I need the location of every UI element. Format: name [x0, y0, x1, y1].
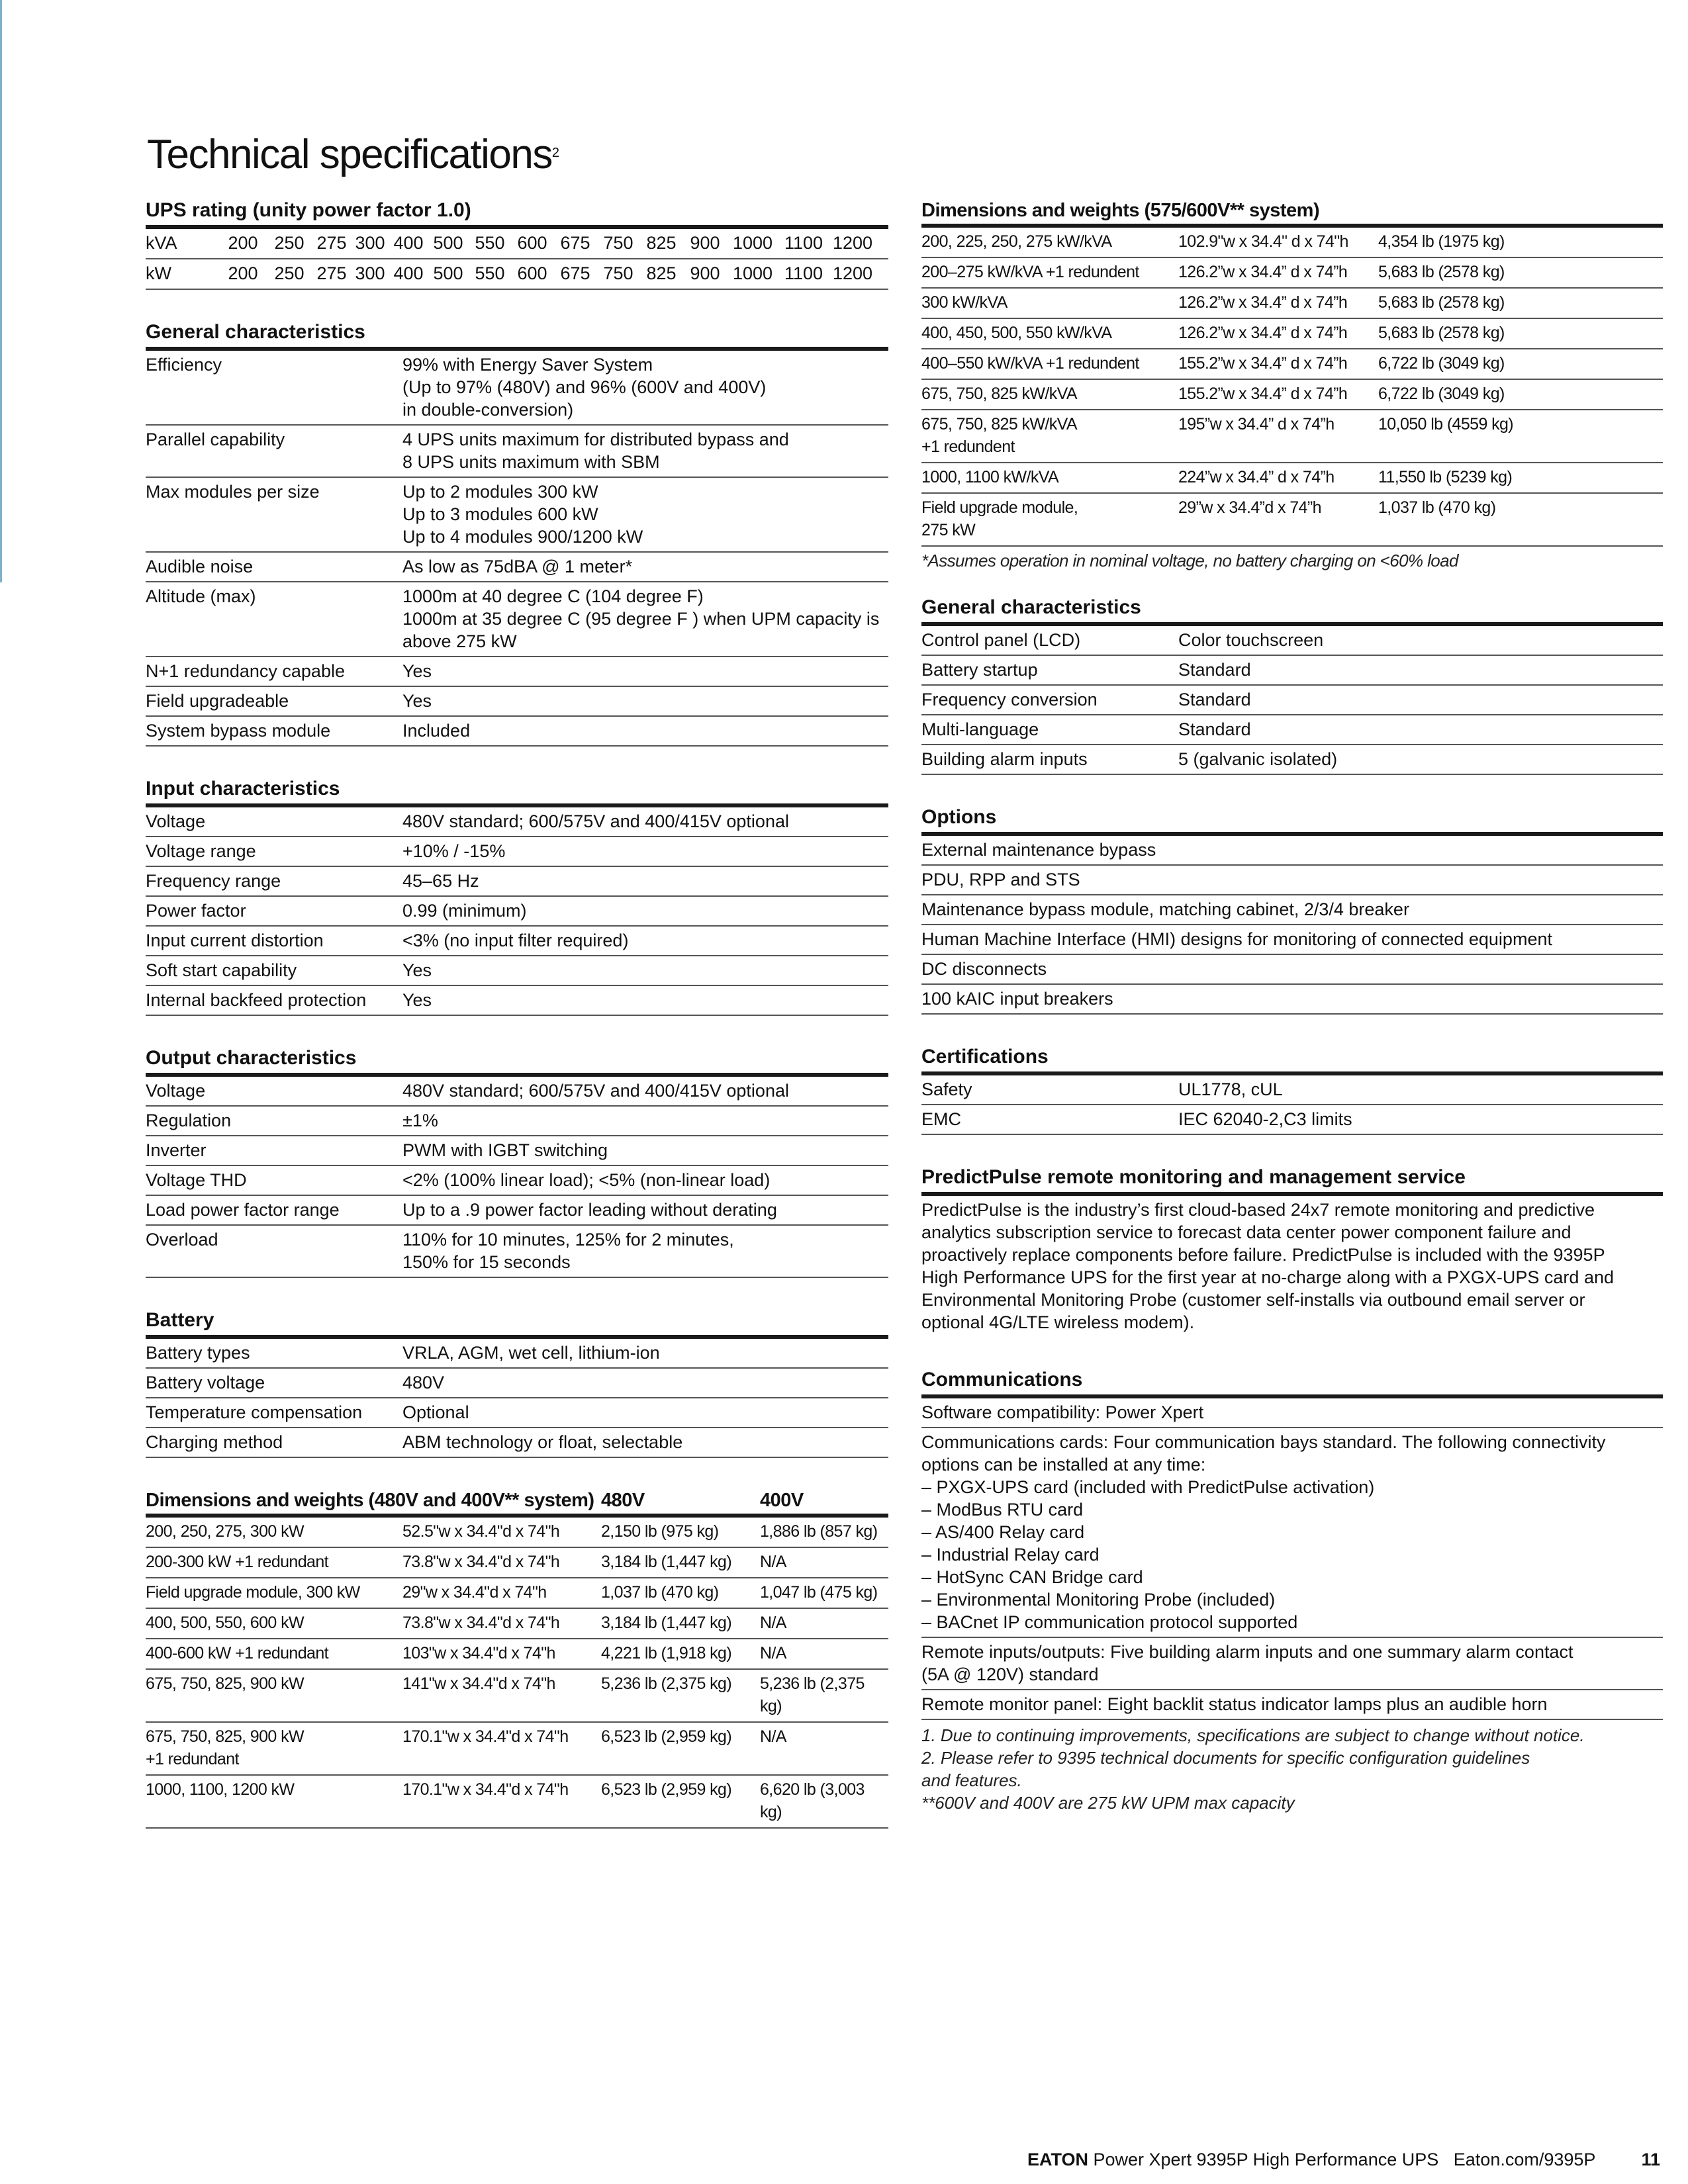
dims-cell: Field upgrade module, 300 kW — [146, 1583, 360, 1602]
spec-row — [146, 1398, 888, 1428]
dims-cell: 2,150 lb (975 kg) — [601, 1522, 719, 1541]
list-item-text: Remote monitor panel: Eight backlit status indicator lamps plus an audible horn — [921, 1694, 1548, 1714]
general-characteristics-right-title: General characteristics — [921, 594, 1663, 626]
spec-value: ABM technology or float, selectable — [402, 1432, 683, 1452]
spec-value: 45–65 Hz — [402, 871, 479, 891]
spec-label: Battery startup — [921, 660, 1038, 680]
certifications-table — [921, 1075, 1663, 1135]
page-footer — [1027, 2150, 1660, 2170]
spec-label: Voltage THD — [146, 1170, 247, 1190]
dims-cell: 675, 750, 825 kW/kVA +1 redundent — [921, 415, 1077, 456]
dims-cell: 11,550 lb (5239 kg) — [1378, 468, 1513, 486]
dims-cell: 73.8"w x 34.4"d x 74"h — [402, 1614, 560, 1632]
dims-row — [146, 1548, 888, 1578]
spec-notes: 1. Due to continuing improvements, specifications are subject to change without notice. 2. Please refer to 9395 technical documents for specific configuration guidelines and features. **600V and 400V are 275 kW UPM max capacity — [921, 1725, 1585, 1813]
spec-label: Safety — [921, 1079, 972, 1099]
spec-row — [146, 1196, 888, 1226]
dims-cell: 29"w x 34.4"d x 74"h — [402, 1583, 547, 1602]
spec-row — [146, 867, 888, 897]
dims-cell: N/A — [760, 1553, 786, 1571]
dims-cell: 400–550 kW/kVA +1 redundent — [921, 354, 1139, 373]
rating-value: 1000 — [732, 233, 773, 253]
dims-cell: 400, 450, 500, 550 kW/kVA — [921, 324, 1112, 342]
dimensions-575v-table — [921, 228, 1663, 547]
spec-label: Charging method — [146, 1432, 283, 1452]
dims-row — [146, 1518, 888, 1548]
rating-value: 300 — [355, 263, 385, 283]
list-item-text: PDU, RPP and STS — [921, 870, 1080, 889]
spec-value: +10% / -15% — [402, 841, 506, 861]
spec-label: Voltage range — [146, 841, 256, 861]
battery-title: Battery — [146, 1307, 888, 1339]
dims-cell: 675, 750, 825, 900 kW +1 redundant — [146, 1727, 304, 1768]
list-item — [921, 895, 1663, 925]
rating-value: 550 — [475, 263, 505, 283]
dimensions-480v-header — [146, 1487, 888, 1518]
spec-label: Voltage — [146, 811, 206, 831]
dims-cell: 5,683 lb (2578 kg) — [1378, 324, 1505, 342]
rating-value: 600 — [517, 233, 547, 253]
left-column — [146, 197, 888, 1829]
rating-row — [146, 229, 888, 259]
dims-row — [921, 410, 1663, 463]
spec-label: Overload — [146, 1230, 218, 1250]
dims-cell: Field upgrade module, 275 kW — [921, 498, 1078, 539]
spec-row — [146, 717, 888, 747]
list-item — [921, 925, 1663, 955]
dims-row — [146, 1578, 888, 1609]
dims-cell: 4,221 lb (1,918 kg) — [601, 1644, 732, 1662]
input-characteristics-section — [146, 776, 888, 1016]
spec-row — [146, 927, 888, 956]
spec-row — [146, 1339, 888, 1369]
spec-value: Yes — [402, 960, 432, 980]
dims-cell: 155.2”w x 34.4” d x 74”h — [1178, 385, 1348, 403]
spec-label: Audible noise — [146, 557, 254, 576]
dims-cell: 126.2”w x 34.4” d x 74”h — [1178, 263, 1348, 281]
spec-label: Control panel (LCD) — [921, 630, 1081, 650]
rating-value: 300 — [355, 233, 385, 253]
spec-row — [921, 715, 1663, 745]
spec-row — [146, 956, 888, 986]
spec-value: Standard — [1178, 719, 1251, 739]
rating-value: 275 — [316, 263, 347, 283]
dimensions-480v-table — [146, 1518, 888, 1829]
spec-row — [146, 1077, 888, 1107]
dims-row — [921, 258, 1663, 289]
spec-row — [921, 745, 1663, 775]
rating-value: 1200 — [832, 233, 873, 253]
options-list — [921, 836, 1663, 1015]
spec-row — [146, 426, 888, 478]
dims-cell: N/A — [760, 1644, 786, 1662]
spec-value: 99% with Energy Saver System (Up to 97% (480V) and 96% (600V and 400V) in double-conversion) — [402, 355, 767, 420]
options-title: Options — [921, 804, 1663, 836]
spec-value: As low as 75dBA @ 1 meter* — [402, 557, 633, 576]
dims-cell: 195”w x 34.4” d x 74”h — [1178, 415, 1335, 433]
spec-label: Building alarm inputs — [921, 749, 1088, 769]
rating-value: 400 — [393, 263, 424, 283]
dims-cell: 400, 500, 550, 600 kW — [146, 1614, 304, 1632]
spec-label: Efficiency — [146, 355, 222, 375]
spec-label: Load power factor range — [146, 1200, 340, 1220]
dims-cell: 6,722 lb (3049 kg) — [1378, 385, 1505, 403]
spec-row — [146, 807, 888, 837]
rating-value: 900 — [690, 263, 720, 283]
spec-label: Battery voltage — [146, 1373, 265, 1392]
dims-cell: N/A — [760, 1614, 786, 1632]
list-item — [921, 1638, 1663, 1690]
input-characteristics-title: Input characteristics — [146, 776, 888, 807]
spec-label: Altitude (max) — [146, 586, 256, 606]
list-item — [921, 1398, 1663, 1428]
spec-label: Voltage — [146, 1081, 206, 1101]
spec-row — [146, 986, 888, 1016]
dims-cell: 675, 750, 825, 900 kW — [146, 1674, 304, 1693]
spec-row — [146, 1107, 888, 1136]
spec-row — [146, 478, 888, 553]
communications-list — [921, 1398, 1663, 1720]
battery-table — [146, 1339, 888, 1458]
rating-value: 825 — [646, 233, 677, 253]
communications-section — [921, 1367, 1663, 1814]
spec-row — [146, 553, 888, 582]
rating-value: 750 — [603, 233, 633, 253]
right-column — [921, 197, 1663, 1814]
spec-row — [146, 1166, 888, 1196]
dims-cell: 52.5"w x 34.4"d x 74"h — [402, 1522, 560, 1541]
list-item-text: Communications cards: Four communication bays standard. The following connectivity options can be installed at any time: – PXGX-UPS card (included with PredictPulse activation) – ModBus RTU card – AS/400 Relay card – Industrial Relay card – HotSync CAN Bridge card – Environmental Monitoring Probe (included) – BACnet IP communication protocol supported — [921, 1432, 1606, 1632]
general-characteristics-section — [146, 319, 888, 747]
spec-label: Max modules per size — [146, 482, 320, 502]
predictpulse-description: PredictPulse is the industry’s first cloud-based 24x7 remote monitoring and predictive analytics subscription service to forecast data center power component failure and proactively replace components before failure. PredictPulse is included with the 9395P High Performance UPS for the first year at no-charge along with a PXGX-UPS card and Environmental Monitoring Probe (customer self-installs via outbound email server or optional 4G/LTE wireless modem). — [921, 1200, 1614, 1332]
rating-value: 900 — [690, 233, 720, 253]
rating-value: 550 — [475, 233, 505, 253]
spec-label: System bypass module — [146, 721, 331, 741]
spec-value: 0.99 (minimum) — [402, 901, 527, 921]
dims-cell: 6,722 lb (3049 kg) — [1378, 354, 1505, 373]
footer-product: Power Xpert 9395P High Performance UPS — [1093, 2150, 1439, 2169]
dims-cell: 6,620 lb (3,003 kg) — [760, 1780, 865, 1821]
spec-value: Up to 2 modules 300 kW Up to 3 modules 600 kW Up to 4 modules 900/1200 kW — [402, 482, 643, 547]
predictpulse-section — [921, 1164, 1663, 1338]
list-item-text: 100 kAIC input breakers — [921, 989, 1113, 1009]
battery-section — [146, 1307, 888, 1458]
spec-value: 480V — [402, 1373, 445, 1392]
rating-value: 1200 — [832, 263, 873, 283]
dims-row — [146, 1670, 888, 1723]
spec-label: Regulation — [146, 1111, 232, 1130]
spec-value: VRLA, AGM, wet cell, lithium-ion — [402, 1343, 660, 1363]
rating-values — [220, 232, 888, 254]
spec-label: Battery types — [146, 1343, 250, 1363]
list-item-text: Software compatibility: Power Xpert — [921, 1402, 1204, 1422]
dimensions-575v-section — [921, 197, 1663, 572]
dims-cell: 200–275 kW/kVA +1 redundent — [921, 263, 1139, 281]
spec-row — [146, 1428, 888, 1458]
rating-value: 750 — [603, 263, 633, 283]
spec-label: Input current distortion — [146, 931, 324, 950]
page-edge-line — [0, 0, 2, 582]
dims-cell: 141"w x 34.4"d x 74"h — [402, 1674, 555, 1693]
spec-value: PWM with IGBT switching — [402, 1140, 608, 1160]
spec-value: IEC 62040-2,C3 limits — [1178, 1109, 1352, 1129]
dims-cell: 6,523 lb (2,959 kg) — [601, 1727, 732, 1746]
spec-value: ±1% — [402, 1111, 438, 1130]
spec-label: Internal backfeed protection — [146, 990, 367, 1010]
rating-value: 1100 — [784, 263, 823, 283]
rating-value: 250 — [274, 263, 305, 283]
list-item-text: External maintenance bypass — [921, 840, 1156, 860]
dims-cell: 3,184 lb (1,447 kg) — [601, 1614, 732, 1632]
dims-cell: 200-300 kW +1 redundant — [146, 1553, 328, 1571]
rating-row-label: kVA — [146, 233, 177, 253]
dims-cell: 1,886 lb (857 kg) — [760, 1522, 878, 1541]
input-characteristics-table — [146, 807, 888, 1016]
dimensions-575v-title: Dimensions and weights (575/600V** system) — [921, 197, 1663, 228]
rating-value: 400 — [393, 233, 424, 253]
ups-rating-title: UPS rating (unity power factor 1.0) — [146, 197, 888, 229]
output-characteristics-table — [146, 1077, 888, 1278]
dims-cell: 6,523 lb (2,959 kg) — [601, 1780, 732, 1799]
dims-cell: 29”w x 34.4”d x 74”h — [1178, 498, 1321, 517]
rating-values — [220, 262, 888, 285]
dims-cell: 1000, 1100, 1200 kW — [146, 1780, 295, 1799]
spec-value: Yes — [402, 691, 432, 711]
list-item — [921, 866, 1663, 895]
dims-cell: 400-600 kW +1 redundant — [146, 1644, 328, 1662]
dims-cell: 1,037 lb (470 kg) — [601, 1583, 719, 1602]
dims-cell: 1,047 lb (475 kg) — [760, 1583, 878, 1602]
dimensions-480v-section — [146, 1487, 888, 1829]
dims-cell: 5,683 lb (2578 kg) — [1378, 263, 1505, 281]
rating-value: 600 — [517, 263, 547, 283]
page-number: 11 — [1641, 2150, 1660, 2169]
dims-cell: 224”w x 34.4” d x 74”h — [1178, 468, 1335, 486]
spec-value: 480V standard; 600/575V and 400/415V optional — [402, 1081, 789, 1101]
rating-value: 275 — [316, 233, 347, 253]
spec-row — [146, 351, 888, 426]
spec-value: Standard — [1178, 690, 1251, 709]
rating-value: 200 — [228, 263, 258, 283]
dimensions-footnote: *Assumes operation in nominal voltage, no battery charging on <60% load — [921, 551, 1458, 570]
spec-row — [146, 837, 888, 867]
certifications-section — [921, 1044, 1663, 1135]
predictpulse-title: PredictPulse remote monitoring and management service — [921, 1164, 1663, 1196]
spec-row — [921, 686, 1663, 715]
list-item-text: DC disconnects — [921, 959, 1047, 979]
general-characteristics-right-section — [921, 594, 1663, 775]
list-item — [921, 985, 1663, 1015]
list-item — [921, 1690, 1663, 1720]
spec-row — [921, 1105, 1663, 1135]
list-item-text: Maintenance bypass module, matching cabinet, 2/3/4 breaker — [921, 899, 1409, 919]
spec-label: Power factor — [146, 901, 246, 921]
spec-value: Standard — [1178, 660, 1251, 680]
rating-value: 1000 — [732, 263, 773, 283]
spec-value: UL1778, cUL — [1178, 1079, 1283, 1099]
spec-value: Yes — [402, 990, 432, 1010]
output-characteristics-title: Output characteristics — [146, 1045, 888, 1077]
spec-value: 110% for 10 minutes, 125% for 2 minutes, 150% for 15 seconds — [402, 1230, 734, 1272]
rating-value: 500 — [433, 263, 463, 283]
spec-row — [146, 582, 888, 657]
dims-cell: 5,236 lb (2,375 kg) — [760, 1674, 865, 1715]
output-characteristics-section — [146, 1045, 888, 1278]
dims-row — [146, 1609, 888, 1639]
certifications-title: Certifications — [921, 1044, 1663, 1075]
spec-row — [146, 1226, 888, 1278]
spec-value: Yes — [402, 661, 432, 681]
rating-value: 825 — [646, 263, 677, 283]
dims-row — [921, 228, 1663, 258]
general-characteristics-title: General characteristics — [146, 319, 888, 351]
spec-label: N+1 redundancy capable — [146, 661, 345, 681]
spec-row — [146, 1136, 888, 1166]
rating-value: 1100 — [784, 233, 823, 253]
spec-label: Parallel capability — [146, 430, 285, 449]
title-footnote-mark: 2 — [551, 146, 559, 160]
spec-value: Optional — [402, 1402, 469, 1422]
dims-row — [146, 1723, 888, 1776]
list-item-text: Human Machine Interface (HMI) designs for monitoring of connected equipment — [921, 929, 1552, 949]
dims-row — [146, 1776, 888, 1829]
rating-value: 675 — [560, 233, 590, 253]
list-item — [921, 1428, 1663, 1638]
general-characteristics-table — [146, 351, 888, 747]
spec-label: Multi-language — [921, 719, 1039, 739]
spec-value: Included — [402, 721, 471, 741]
spec-value: <3% (no input filter required) — [402, 931, 629, 950]
spec-value: <2% (100% linear load); <5% (non-linear load) — [402, 1170, 771, 1190]
dims-row — [921, 463, 1663, 494]
list-item — [921, 836, 1663, 866]
footer-url[interactable]: Eaton.com/9395P — [1453, 2150, 1595, 2169]
dims-row — [921, 349, 1663, 380]
dims-cell: 126.2”w x 34.4” d x 74”h — [1178, 324, 1348, 342]
dims-cell: 102.9"w x 34.4" d x 74"h — [1178, 232, 1348, 251]
dims-cell: 170.1"w x 34.4"d x 74"h — [402, 1780, 569, 1799]
dims-cell: 5,683 lb (2578 kg) — [1378, 293, 1505, 312]
list-item — [921, 955, 1663, 985]
general-characteristics-right-table — [921, 626, 1663, 775]
dimensions-480v-title: Dimensions and weights (480V and 400V** system) — [146, 1490, 594, 1511]
dims-row — [921, 380, 1663, 410]
spec-label: Temperature compensation — [146, 1402, 363, 1422]
rating-value: 250 — [274, 233, 305, 253]
spec-label: Frequency conversion — [921, 690, 1098, 709]
dims-row — [921, 494, 1663, 547]
spec-label: Field upgradeable — [146, 691, 289, 711]
dims-row — [921, 289, 1663, 319]
dims-cell: 675, 750, 825 kW/kVA — [921, 385, 1077, 403]
spec-row — [921, 656, 1663, 686]
ups-rating-section — [146, 197, 888, 290]
dims-cell: 3,184 lb (1,447 kg) — [601, 1553, 732, 1571]
communications-title: Communications — [921, 1367, 1663, 1398]
spec-value: 5 (galvanic isolated) — [1178, 749, 1338, 769]
spec-label: Frequency range — [146, 871, 281, 891]
spec-row — [146, 1369, 888, 1398]
dims-cell: 1,037 lb (470 kg) — [1378, 498, 1496, 517]
dims-row — [146, 1639, 888, 1670]
rating-row-label: kW — [146, 263, 171, 283]
dims-cell: 5,236 lb (2,375 kg) — [601, 1674, 732, 1693]
dims-cell: 103"w x 34.4"d x 74"h — [402, 1644, 555, 1662]
spec-row — [146, 687, 888, 717]
col-header-400v: 400V — [760, 1490, 804, 1511]
dims-row — [921, 319, 1663, 349]
rating-row — [146, 259, 888, 290]
dims-cell: 73.8"w x 34.4"d x 74"h — [402, 1553, 560, 1571]
dims-cell: N/A — [760, 1727, 786, 1746]
list-item-text: Remote inputs/outputs: Five building alarm inputs and one summary alarm contact (5A @ 120V) standard — [921, 1642, 1573, 1684]
spec-row — [921, 1075, 1663, 1105]
spec-value: 1000m at 40 degree C (104 degree F) 1000m at 35 degree C (95 degree F ) when UPM capacity is above 275 kW — [402, 586, 880, 651]
dims-cell: 126.2”w x 34.4” d x 74”h — [1178, 293, 1348, 312]
spec-value: Up to a .9 power factor leading without derating — [402, 1200, 777, 1220]
dims-cell: 1000, 1100 kW/kVA — [921, 468, 1059, 486]
spec-value: 480V standard; 600/575V and 400/415V optional — [402, 811, 789, 831]
spec-label: EMC — [921, 1109, 961, 1129]
dims-cell: 300 kW/kVA — [921, 293, 1008, 312]
options-section — [921, 804, 1663, 1015]
dims-cell: 10,050 lb (4559 kg) — [1378, 415, 1514, 433]
dims-cell: 4,354 lb (1975 kg) — [1378, 232, 1505, 251]
spec-value: 4 UPS units maximum for distributed bypass and 8 UPS units maximum with SBM — [402, 430, 789, 472]
spec-label: Soft start capability — [146, 960, 297, 980]
rating-value: 675 — [560, 263, 590, 283]
spec-row — [146, 657, 888, 687]
spec-value: Color touchscreen — [1178, 630, 1324, 650]
dims-cell: 155.2”w x 34.4” d x 74”h — [1178, 354, 1348, 373]
ups-rating-table — [146, 229, 888, 290]
dims-cell: 200, 250, 275, 300 kW — [146, 1522, 304, 1541]
page-title: Technical specifications$^2$ — [147, 132, 559, 177]
dims-cell: 200, 225, 250, 275 kW/kVA — [921, 232, 1112, 251]
dims-cell: 170.1"w x 34.4"d x 74"h — [402, 1727, 569, 1746]
footer-brand: EATON — [1027, 2150, 1088, 2169]
rating-value: 500 — [433, 233, 463, 253]
spec-row — [921, 626, 1663, 656]
rating-value: 200 — [228, 233, 258, 253]
spec-row — [146, 897, 888, 927]
spec-label: Inverter — [146, 1140, 207, 1160]
col-header-480v: 480V — [601, 1490, 645, 1511]
